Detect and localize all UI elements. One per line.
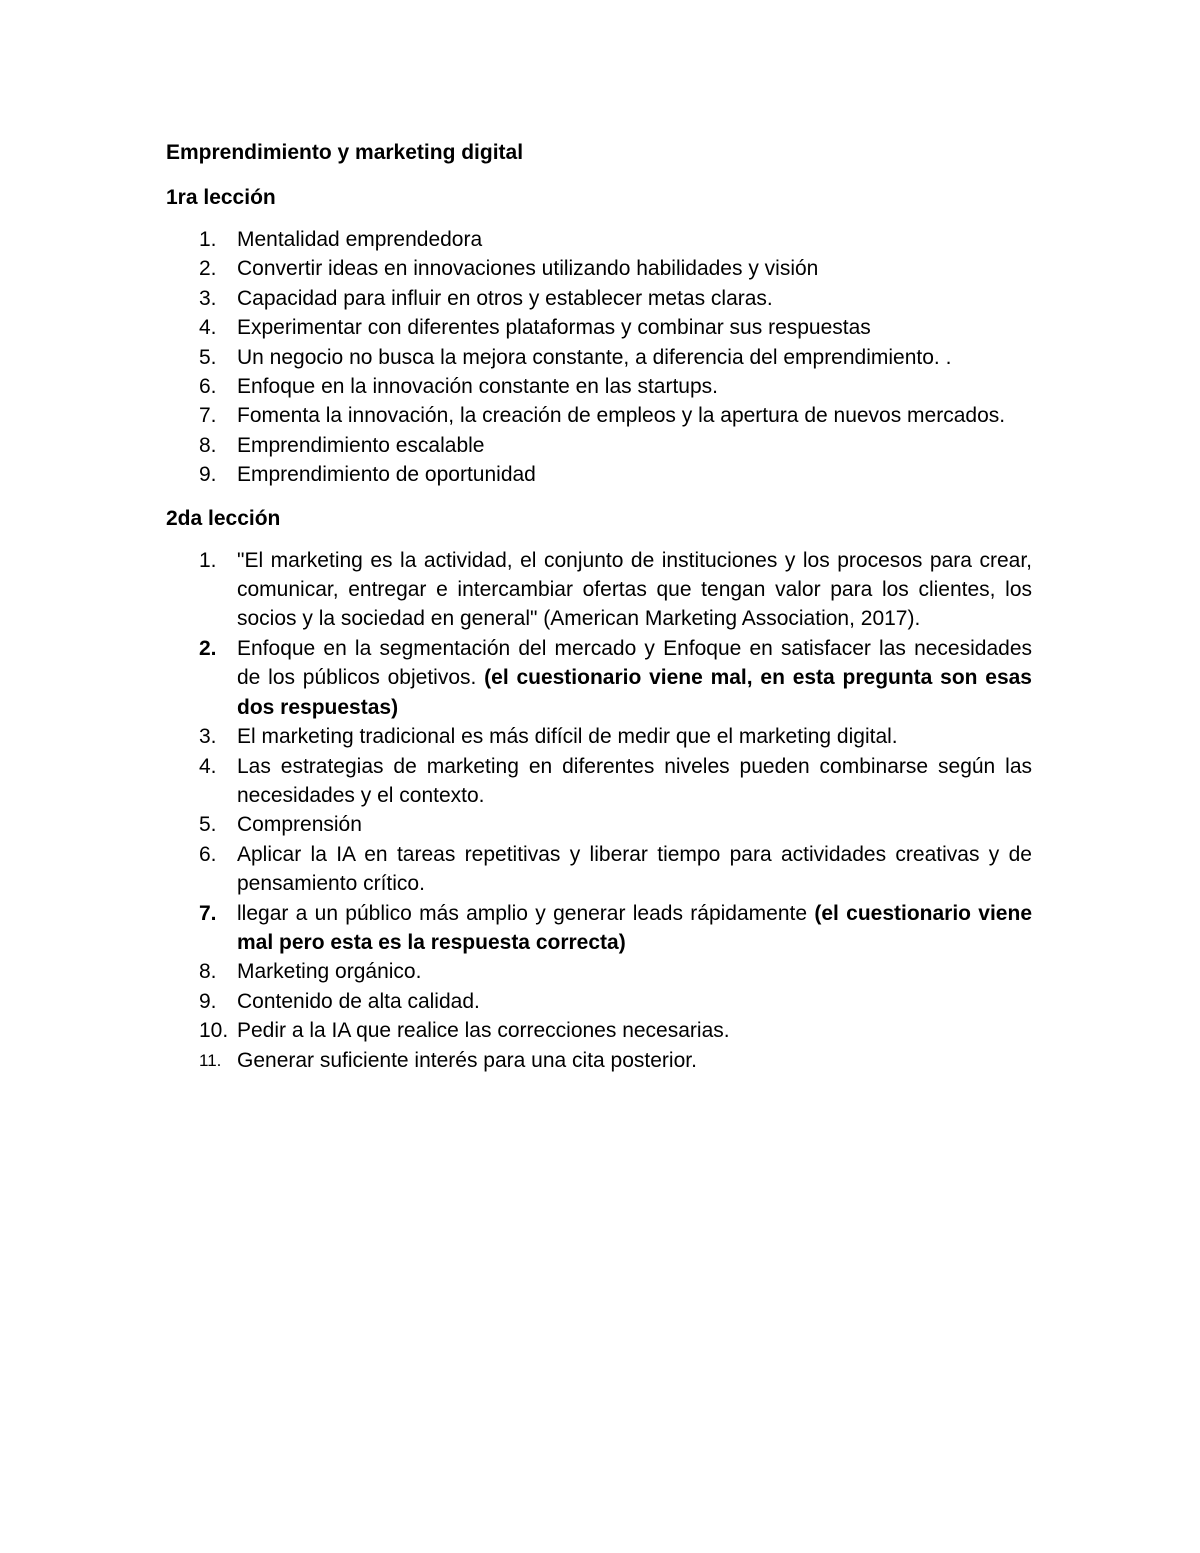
list-item [166,460,1032,489]
lesson-1-heading: 1ra lección [166,186,276,209]
item-text: "El marketing es la actividad, el conjunto de instituciones y los procesos para crear, comunicar, entregar e intercambiar ofertas que tengan valor para los clientes, los socios y la sociedad en general" (American Marketing Association, 2017). [237,548,1032,631]
list-item [166,372,1032,401]
list-item [166,840,1032,899]
item-text: Un negocio no busca la mejora constante, a diferencia del emprendimiento. . [237,345,952,369]
list-item [166,1046,1032,1075]
list-item [166,752,1032,811]
item-text: Comprensión [237,813,362,837]
item-text: llegar a un público más amplio y generar leads rápidamente [237,901,815,925]
item-text: Capacidad para influir en otros y establecer metas claras. [237,286,773,310]
list-item [166,810,1032,839]
item-number: 3. [199,725,217,749]
lesson-2-answer-list [166,546,1032,1075]
item-number: 6. [199,842,217,866]
item-text: El marketing tradicional es más difícil de medir que el marketing digital. [237,725,898,749]
item-number: 4. [199,754,217,778]
item-number: 7. [199,901,217,925]
item-number: 1. [199,228,217,251]
item-note: (el cuestionario viene mal, en esta pregunta son esas dos respuestas) [237,666,1032,719]
item-text: Convertir ideas en innovaciones utilizando habilidades y visión [237,257,819,281]
item-text: Enfoque en la innovación constante en las startups. [237,375,718,399]
document-content [166,138,1032,1089]
item-text: Generar suficiente interés para una cita posterior. [237,1048,697,1072]
list-item [166,1016,1032,1045]
list-item [166,225,1032,254]
item-note: (el cuestionario viene mal pero esta es la respuesta correcta) [237,901,1032,954]
item-number: 2. [199,636,217,660]
item-number: 1. [199,548,217,572]
item-number: 8. [199,433,217,457]
list-item [166,899,1032,958]
item-text: Aplicar la IA en tareas repetitivas y liberar tiempo para actividades creativas y de pensamiento crítico. [237,842,1032,896]
item-number: 5. [199,345,217,369]
item-text: Emprendimiento de oportunidad [237,463,536,487]
item-text: Experimentar con diferentes plataformas y combinar sus respuestas [237,316,871,340]
item-number: 11. [199,1050,222,1070]
item-text: Enfoque en la segmentación del mercado y Enfoque en satisfacer las necesidades de los públicos objetivos. [237,636,1032,690]
item-number: 7. [199,404,217,428]
item-number: 3. [199,286,217,310]
list-item [166,634,1032,722]
list-item [166,722,1032,751]
list-item [166,987,1032,1016]
item-number: 9. [199,989,217,1013]
lesson-1-answer-list [166,225,1032,490]
item-text: Mentalidad emprendedora [237,228,483,251]
item-number: 4. [199,316,217,340]
item-text: Marketing orgánico. [237,960,422,984]
item-number: 2. [199,257,217,281]
item-number: 10. [199,1019,229,1043]
item-text: Pedir a la IA que realice las correcciones necesarias. [237,1019,730,1043]
list-item [166,313,1032,342]
item-text: Fomenta la innovación, la creación de empleos y la apertura de nuevos mercados. [237,404,1006,428]
item-text: Las estrategias de marketing en diferentes niveles pueden combinarse según las necesidades y el contexto. [237,754,1032,807]
list-item [166,343,1032,372]
list-item [166,431,1032,460]
list-item [166,401,1032,430]
lesson-2-heading: 2da lección [166,506,281,530]
document-title: Emprendimiento y marketing digital [166,141,524,164]
item-text: Emprendimiento escalable [237,433,485,457]
item-number: 9. [199,463,217,487]
list-item [166,546,1032,634]
item-number: 5. [199,813,217,837]
list-item [166,254,1032,283]
item-number: 8. [199,960,217,984]
item-number: 6. [199,375,217,399]
item-text: Contenido de alta calidad. [237,989,480,1013]
list-item [166,284,1032,313]
list-item [166,957,1032,986]
